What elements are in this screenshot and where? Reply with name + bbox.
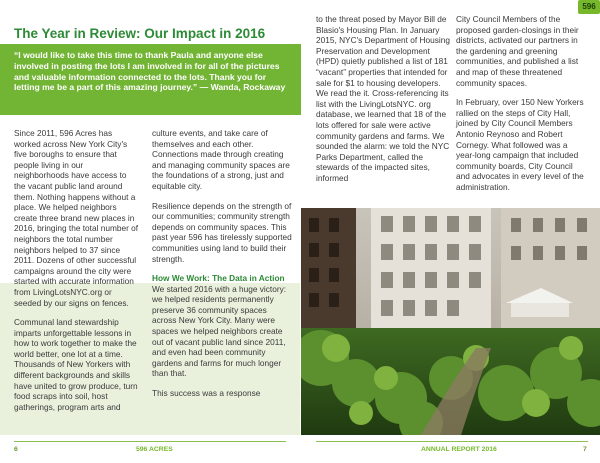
col1-paragraph-2: Communal land stewardship imparts unforgettable lessons in how to work together to make the world better, one lot at a time. Thousands of New Yorkers with different backgrounds and skills have united to grow produce, turn food scraps into soil, host gatherings, program arts and (14, 317, 138, 412)
footer-rule-left (14, 441, 286, 442)
col2-paragraph-1: culture events, and take care of themselves and each other. Connections made through creating and managing community spaces are the foundations of a strong, just and equitable city. (152, 128, 290, 191)
quote-box (0, 44, 301, 115)
col1-paragraph-1: Since 2011, 596 Acres has worked across New York City's five boroughs to ensure that people living in our neighborhoods have access to the vacant public land around them. Nothing happens without a place. We helped neighbors create three brand new places in 2016, bringing the total number of neighbors the total number neighbors helped to 37 since 2011. Dozens of other successful campaigns around the city were started with accurate information from LivingLotsNYC.org or seeded by our signs on fences. (14, 128, 139, 308)
page-number-left: 6 (14, 446, 18, 453)
page-number-right: 7 (583, 446, 587, 453)
footer-label-left: 596 ACRES (136, 446, 173, 453)
col4-paragraph-1: City Council Members of the proposed garden-closings in their districts, activated our partners in the gardening and greening communities, and published a list and map of these threatened community spaces. (456, 14, 579, 88)
col4-paragraph-2: In February, over 150 New Yorkers rallied on the steps of City Hall, joined by City Council Members Antonio Reynoso and Robert Cornegy. What followed was a year-long campaign that included community boards, City Council and advocates in every level of the administration. (456, 97, 584, 192)
page-title: The Year in Review: Our Impact in 2016 (14, 26, 266, 41)
column-2 (152, 128, 292, 407)
column-1 (14, 128, 139, 421)
footer-label-right: ANNUAL REPORT 2016 (421, 446, 497, 453)
col2-paragraph-3: We started 2016 with a huge victory: we helped residents permanently preserve 36 community spaces across New York City. Many were spaces we helped neighbors create out of vacant public land since 2011, and even had been community gardens and farms for much longer than that. (152, 283, 287, 379)
logo: 596 (578, 0, 600, 14)
section-subheading: How We Work: The Data in Action (152, 273, 285, 284)
garden-photo (301, 208, 600, 435)
column-4 (456, 14, 588, 202)
col2-paragraph-2: Resilience depends on the strength of our communities; community strength depends on community spaces. This past year 596 has tirelessly supported communities using land to build their strength. (152, 200, 292, 264)
col3-paragraph-1: to the threat posed by Mayor Bill de Blasio's Housing Plan. In January 2015, NYC's Department of Housing Preservation and Development (HPD) quietly published a list of 181 “vacant” properties that intended for sale for $1 to housing developers. We read the it. Cross-referencing its list with the LivingLotsNYC. org database, we learned that 18 of the lots offered for sale were active community gardens and farms. We sounded the alarm: we told the NYC Parks Department, called the stewards of the impacted sites, informed (316, 14, 450, 183)
column-3 (316, 14, 451, 193)
footer-rule-right (316, 441, 588, 442)
col2-paragraph-4: This success was a response (152, 387, 261, 398)
quote-text: “I would like to take this time to thank Paula and anyone else involved in posting the lots I am involved in for all of the pictures and valuable information connected to the lots. Thank you for letting me be a part of this amazing journey.” — Wanda, Rockaway (14, 50, 286, 93)
